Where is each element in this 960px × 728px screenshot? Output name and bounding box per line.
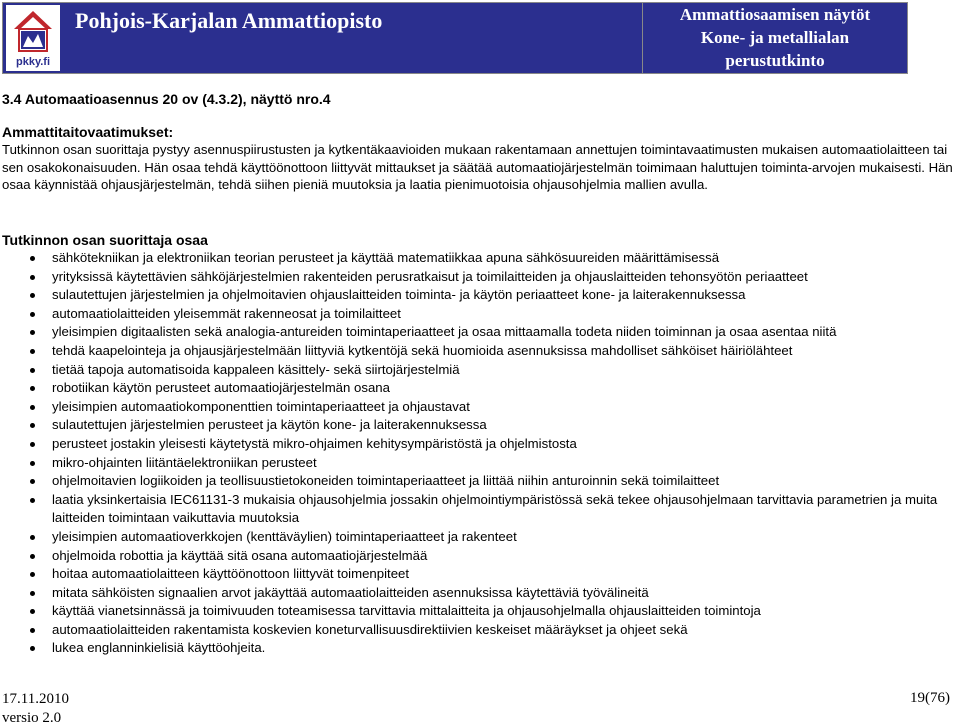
school-logo (6, 5, 60, 71)
header-left-panel (3, 3, 643, 73)
list-item: sulautettujen järjestelmien ja ohjelmoitavien ohjauslaitteiden toiminta- ja käytön periaatteet kone- ja laiterakennuksessa (0, 286, 958, 305)
document-title: 3.4 Automaatioasennus 20 ov (4.3.2), näyttö nro.4 (2, 91, 331, 107)
list-item: mikro-ohjainten liitäntäelektroniikan perusteet (0, 454, 958, 473)
page-number: 19(76) (910, 690, 950, 706)
organization-name: Pohjois-Karjalan Ammattiopisto (75, 8, 383, 33)
header-title-line3: perustutkinto (725, 51, 825, 70)
footer-date: 17.11.2010 (2, 691, 69, 707)
list-item: sähkötekniikan ja elektroniikan teorian perusteet ja käyttää matematiikkaa apuna sähkösuureiden määrittämisessä (0, 249, 958, 268)
list-item: mitata sähköisten signaalien arvot jakäyttää automaatiolaitteiden asennuksissa käytettäviä työvälineitä (0, 584, 958, 603)
logo-text: pkky.fi (15, 56, 51, 68)
list-item: yleisimpien automaatioverkkojen (kenttäväylien) toimintaperiaatteet ja rakenteet (0, 528, 958, 547)
list-item: tietää tapoja automatisoida kappaleen käsittely- sekä siirtojärjestelmiä (0, 361, 958, 380)
house-logo-icon (12, 9, 54, 53)
skills-list (0, 249, 958, 658)
header-title-line1: Ammattiosaamisen näytöt (679, 5, 871, 24)
list-item: sulautettujen järjestelmien perusteet ja käytön kone- ja laiterakennuksessa (0, 416, 958, 435)
list-item: hoitaa automaatiolaitteen käyttöönottoon liittyvät toimenpiteet (0, 565, 958, 584)
list-item: automaatiolaitteiden yleisemmät rakenneosat ja toimilaitteet (0, 305, 958, 324)
list-item: yleisimpien digitaalisten sekä analogia-antureiden toimintaperiaatteet ja osaa mittaamalla todeta niiden toiminnan ja osaa asentaa niitä (0, 323, 958, 342)
header-right-panel (643, 3, 907, 73)
list-item: ohjelmoida robottia ja käyttää sitä osana automaatiojärjestelmää (0, 547, 958, 566)
list-item: yleisimpien automaatiokomponenttien toimintaperiaatteet ja ohjaustavat (0, 398, 958, 417)
requirements-heading: Ammattitaitovaatimukset: (2, 124, 174, 140)
list-item: laatia yksinkertaisia IEC61131-3 mukaisia ohjausohjelmia jossakin ohjelmointiympäristössä sekä tekee ohjausohjelmaan tarvittavia parametrien ja muita laitteiden toimintaan vaikuttavia muutoksia (0, 491, 958, 528)
list-item: tehdä kaapelointeja ja ohjausjärjestelmään liittyviä kytkentöjä sekä huomioida asennuksissa mahdolliset sähköiset häiriölähteet (0, 342, 958, 361)
page-header (2, 2, 908, 74)
requirements-text: Tutkinnon osan suorittaja pystyy asennuspiirustusten ja kytkentäkaavioiden mukaan rakentamaan annettujen toimintavaatimusten mukaisen automaatiolaitteen tai sen osakokonaisuuden. Hän osaa tehdä käyttöönottoon liittyvät mittaukset ja säätää automaatiojärjestelmän toimimaan haluttujen toiminta-arvojen mukaisesti. Hän osaa käynnistää ohjausjärjestelmän, tehdä siihen pieniä muutoksia ja laatia pienimuotoisia ohjausohjelmia mallien avulla. (2, 142, 953, 192)
header-title-line2: Kone- ja metallialan (700, 28, 850, 47)
list-item: perusteet jostakin yleisesti käytetystä mikro-ohjaimen kehitysympäristöstä ja ohjelmistosta (0, 435, 958, 454)
list-item: automaatiolaitteiden rakentamista koskevien koneturvallisuusdirektiivien keskeiset määräykset ja ohjeet sekä (0, 621, 958, 640)
list-item: lukea englanninkielisiä käyttöohjeita. (0, 639, 958, 658)
footer-left (2, 690, 69, 728)
list-item: käyttää vianetsinnässä ja toimivuuden toteamisessa tarvittavia mittalaitteita ja ohjausohjelmalla ohjauslaitteiden toimintoja (0, 602, 958, 621)
list-item: ohjelmoitavien logiikoiden ja teollisuustietokoneiden toimintaperiaatteet ja liittää niihin anturoinnin sekä toimilaitteet (0, 472, 958, 491)
footer-version: versio 2.0 (2, 710, 62, 726)
skills-heading: Tutkinnon osan suorittaja osaa (2, 232, 208, 248)
list-item: robotiikan käytön perusteet automaatiojärjestelmän osana (0, 379, 958, 398)
list-item: yrityksissä käytettävien sähköjärjestelmien rakenteiden perusratkaisut ja toimilaitteiden ja ohjauslaitteiden tehonsyötön periaatteet (0, 268, 958, 287)
